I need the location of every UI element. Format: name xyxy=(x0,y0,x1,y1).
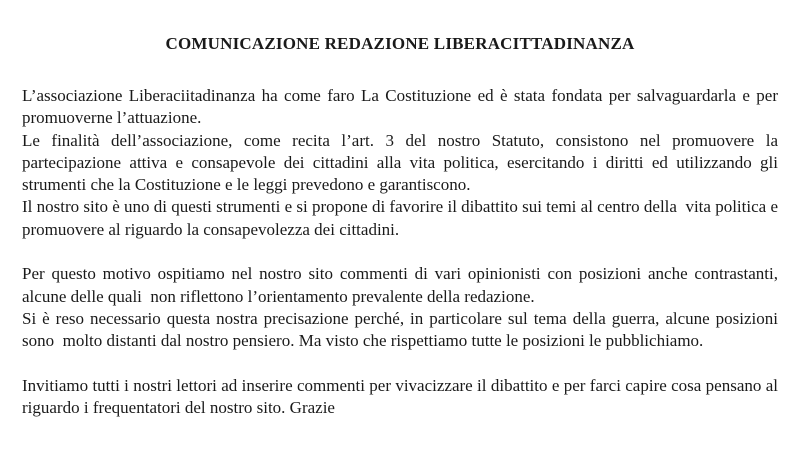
paragraph: Si è reso necessario questa nostra precisazione perché, in particolare sul tema della guerra, alcune posizioni sono molto distanti dal nostro pensiero. Ma visto che rispettiamo tutte le posizioni le pubblichiamo. xyxy=(22,308,778,351)
paragraph: L’associazione Liberaciitadinanza ha come faro La Costituzione ed è stata fondata per salvaguardarla e per promuoverne l’attuazione. xyxy=(22,86,778,128)
paragraph: Le finalità dell’associazione, come recita l’art. 3 del nostro Statuto, consistono nel promuovere la partecipazione attiva e consapevole dei cittadini alla vita politica, esercitando i diritti ed utilizzando gli strumenti che la Costituzione e le leggi prevedono e garantiscono. xyxy=(22,130,778,195)
paragraph: Per questo motivo ospitiamo nel nostro sito commenti di vari opinionisti con posizioni anche contrastanti, alcune delle quali non riflettono l’orientamento prevalente della redazione. xyxy=(22,264,778,306)
paragraph: Invitiamo tutti i nostri lettori ad inserire commenti per vivacizzare il dibattito e per farci capire cosa pensano al riguardo i frequentatori del nostro sito. Grazie xyxy=(22,375,778,418)
paragraph: Il nostro sito è uno di questi strumenti e si propone di favorire il dibattito sui temi al centro della vita politica e promuovere al riguardo la consapevolezza dei cittadini. xyxy=(22,197,778,239)
document-body xyxy=(22,85,778,419)
document-title: COMUNICAZIONE REDAZIONE LIBERACITTADINANZA xyxy=(165,34,635,53)
